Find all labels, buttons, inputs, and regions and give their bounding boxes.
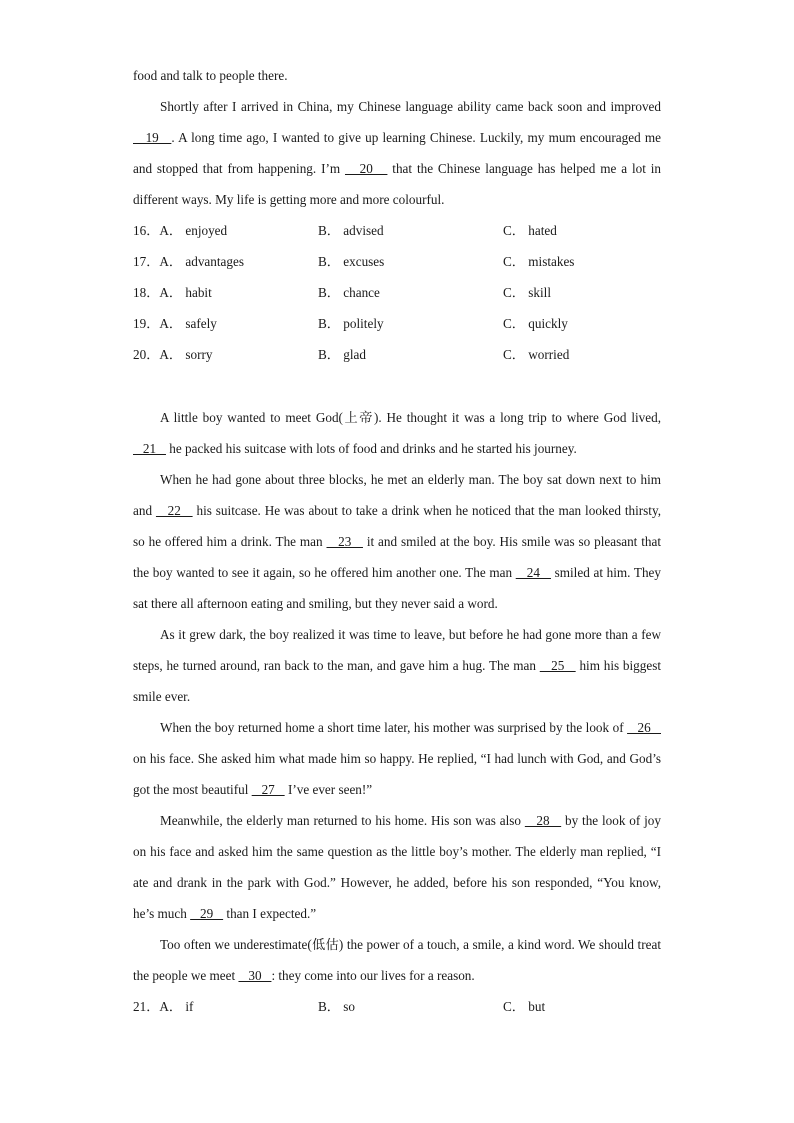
section-gap: [133, 370, 661, 402]
question-21-options: [133, 991, 661, 1022]
answer-blank-20[interactable]: 20: [344, 161, 388, 176]
option-b[interactable]: B． excuses: [318, 254, 385, 269]
option-c[interactable]: C． but: [503, 999, 546, 1014]
text-run: . A long time ago, I wanted to give up learning Chinese. Luckily, my mum encouraged me and stopped that from happening. I’m: [133, 130, 661, 176]
option-a[interactable]: 19．A． safely: [133, 316, 217, 331]
passage2: [133, 402, 661, 991]
text-run: it and smiled at the boy. His smile was so pleasant that the boy wanted to see it again, so he offered him another one. The man: [133, 534, 661, 580]
answer-blank-26[interactable]: 26: [627, 720, 661, 735]
text-run: him his biggest smile ever.: [133, 658, 662, 704]
answer-blank-29[interactable]: 29: [190, 906, 224, 921]
question-18-options: [133, 277, 661, 308]
option-a[interactable]: 16．A． enjoyed: [133, 223, 228, 238]
option-b[interactable]: B． advised: [318, 223, 384, 238]
option-b[interactable]: B． so: [318, 999, 356, 1014]
text-run: he packed his suitcase with lots of food and drinks and he started his journey.: [165, 441, 577, 456]
option-b[interactable]: B． chance: [318, 285, 380, 300]
answer-blank-24[interactable]: 24: [515, 565, 551, 580]
option-c[interactable]: C． mistakes: [503, 254, 575, 269]
answer-blank-22[interactable]: 22: [155, 503, 193, 518]
text-run: on his face. She asked him what made him so happy. He replied, “I had lunch with God, and God’s got the most beautiful: [133, 751, 661, 797]
document-page: [133, 60, 661, 1022]
text-run: his suitcase. He was about to take a drink when he noticed that the man looked thirsty, so he offered him a drink. The man: [133, 503, 662, 549]
text-run: Meanwhile, the elderly man returned to his home. His son was also: [160, 813, 525, 828]
text-run: Shortly after I arrived in China, my Chinese language ability came back soon and improved: [160, 99, 661, 114]
answer-blank-21[interactable]: 21: [133, 441, 166, 456]
text-run: I’ve ever seen!”: [284, 782, 373, 797]
passage2-paragraph-6: [133, 929, 661, 991]
answer-blank-19[interactable]: 19: [133, 130, 172, 145]
text-run: than I expected.”: [223, 906, 317, 921]
option-b[interactable]: B． politely: [318, 316, 384, 331]
question-16-options: [133, 215, 661, 246]
question-20-options: [133, 339, 661, 370]
text-run: : they come into our lives for a reason.: [271, 968, 475, 983]
answer-blank-30[interactable]: 30: [238, 968, 272, 983]
passage2-paragraph-5: [133, 805, 661, 929]
option-c[interactable]: C． worried: [503, 347, 570, 362]
option-a[interactable]: 20．A． sorry: [133, 347, 213, 362]
passage1-paragraph: [133, 91, 661, 215]
question-17-options: [133, 246, 661, 277]
option-a[interactable]: 21．A． if: [133, 999, 194, 1014]
text-run: A little boy wanted to meet God(上帝). He thought it was a long trip to where God lived,: [160, 410, 661, 425]
text-run: When he had gone about three blocks, he met an elderly man. The boy sat down next to him and: [133, 472, 661, 518]
passage2-paragraph-4: [133, 712, 661, 805]
text-run: Too often we underestimate(低估) the power of a touch, a smile, a kind word. We should treat the people we meet: [133, 937, 661, 983]
answer-blank-25[interactable]: 25: [539, 658, 576, 673]
passage2-paragraph-3: [133, 619, 661, 712]
options-block-2: [133, 991, 661, 1022]
answer-blank-28[interactable]: 28: [524, 813, 562, 828]
passage2-paragraph-2: [133, 464, 661, 619]
passage2-paragraph-1: [133, 402, 661, 464]
text-run: that the Chinese language has helped me a lot in different ways. My life is getting more and more colourful.: [133, 161, 661, 207]
option-b[interactable]: B． glad: [318, 347, 366, 362]
passage1-tail-line: food and talk to people there.: [133, 68, 288, 83]
text-run: by the look of joy on his face and asked him the same question as the little boy’s mother. The elderly man replied, “I ate and drank in the park with God.” However, he added, before his son responded, “You know, he’s much: [133, 813, 661, 921]
text-run: As it grew dark, the boy realized it was time to leave, but before he had gone more than a few steps, he turned around, ran back to the man, and gave him a hug. The man: [133, 627, 661, 673]
option-a[interactable]: 17．A． advantages: [133, 254, 244, 269]
answer-blank-27[interactable]: 27: [251, 782, 285, 797]
question-19-options: [133, 308, 661, 339]
option-c[interactable]: C． quickly: [503, 316, 568, 331]
option-a[interactable]: 18．A． habit: [133, 285, 212, 300]
options-block-1: [133, 215, 661, 370]
option-c[interactable]: C． skill: [503, 285, 551, 300]
answer-blank-23[interactable]: 23: [326, 534, 363, 549]
text-run: When the boy returned home a short time later, his mother was surprised by the look of: [160, 720, 628, 735]
option-c[interactable]: C． hated: [503, 223, 557, 238]
text-run: smiled at him. They sat there all afternoon eating and smiling, but they never said a word.: [133, 565, 661, 611]
